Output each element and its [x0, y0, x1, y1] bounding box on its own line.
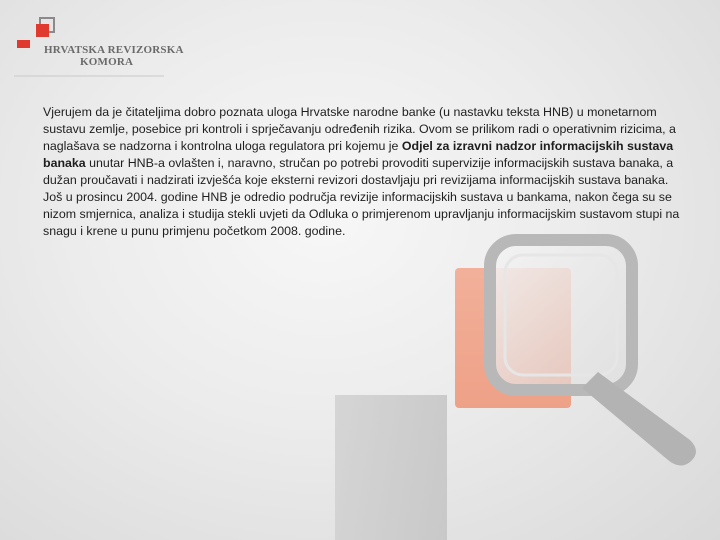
logo-text	[44, 44, 184, 68]
logo-line-2: KOMORA	[80, 56, 134, 68]
body-part-1: Vjerujem da je čitateljima dobro poznata uloga Hrvatske narodne banke (u nastavku teksta HNB) u monetarnom sustavu zemlje, posebice pri kontroli i sprječavanju određenih rizika. Ovom se prilikom radi o operativnim rizicima, a naglašava se nadzorna i kontrolna uloga regulatora pri kojemu je	[43, 105, 676, 153]
gray-bar	[335, 395, 447, 540]
body-text	[43, 104, 683, 240]
body-bold-phrase: Odjel za izravni nadzor informacijskih sustava banaka	[43, 139, 674, 170]
body-paragraph	[43, 104, 683, 240]
magnifier-icon	[490, 240, 696, 466]
body-part-2: unutar HNB-a ovlašten i, naravno, stručan po potrebi provoditi supervizije informacijskih sustava banaka, a dužan proučavati i nadzirati izvješća koje eksterni revizori dostavljaju pri revizijama informacijskih sustava banaka. Još u prosincu 2004. godine HNB je odredio područja revizije informacijskih sustava u bankama, nakon čega su se nizom smjernica, analiza i studija stekli uvjeti da Odluka o primjerenom upravljanju informacijskim sustavom stupi na snagu i krene u punu primjenu početkom 2008. godine.	[43, 156, 680, 238]
logo-line-1: HRVATSKA REVIZORSKA	[44, 44, 184, 56]
